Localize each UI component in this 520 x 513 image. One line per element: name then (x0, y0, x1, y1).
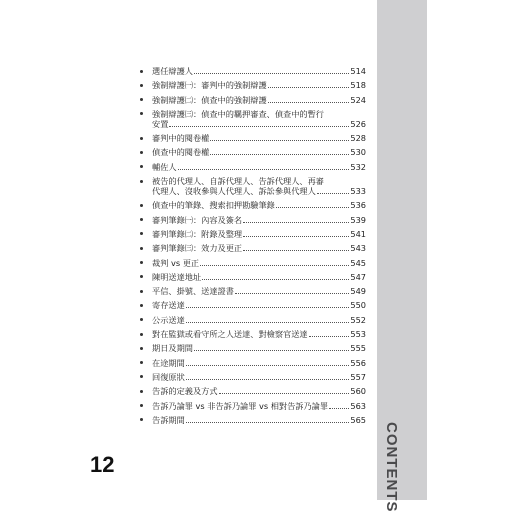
toc-entry (140, 315, 366, 325)
dot-leader (329, 401, 349, 409)
toc-entry-title: 選任辯護人 (152, 66, 193, 76)
bullet-icon (140, 375, 143, 378)
dot-leader (186, 415, 350, 423)
bullet-icon (140, 261, 143, 264)
bullet-icon (140, 232, 143, 235)
toc-entry-title: 陳明送達地址 (152, 271, 202, 282)
toc-entry-title: 寄存送達 (152, 300, 185, 311)
toc-entry-line (152, 358, 366, 368)
toc-entry-page: 526 (350, 118, 366, 129)
toc-entry-page: 565 (350, 414, 366, 425)
toc-entry-title: 告訴的定義及方式 (152, 386, 218, 397)
dot-leader (194, 66, 349, 74)
contents-label: CONTENTS (383, 422, 400, 513)
toc-entry-title: 公示送達 (152, 314, 185, 325)
bullet-icon (140, 151, 143, 154)
toc-entry-title: 裁判 vs 更正 (152, 257, 200, 268)
toc-entry-page: 528 (350, 133, 366, 144)
toc-entry-line (152, 109, 366, 119)
toc-entry-title: 在途期間 (152, 357, 185, 368)
bullet-icon (140, 218, 143, 221)
toc-entry-line (152, 372, 366, 382)
bullet-icon (140, 390, 143, 393)
bullet-icon (140, 290, 143, 293)
toc-entry-line (152, 329, 366, 339)
toc-entry-title: 被告的代理人、自訴代理人、告訴代理人、再審 (152, 176, 324, 187)
dot-leader (194, 343, 349, 351)
toc-entry-line (152, 300, 366, 310)
toc-entry (140, 229, 366, 239)
dot-leader (243, 229, 349, 237)
toc-entry-line (152, 415, 366, 425)
bullet-icon (140, 404, 143, 407)
table-of-contents (140, 66, 366, 429)
toc-entry-page: 541 (350, 228, 366, 239)
toc-entry-line (152, 133, 366, 143)
toc-entry (140, 272, 366, 282)
toc-entry (140, 372, 366, 382)
toc-entry-page: 514 (350, 66, 366, 76)
toc-entry-page: 518 (350, 80, 366, 91)
toc-entry (140, 147, 366, 157)
toc-entry (140, 286, 366, 296)
toc-entry-title: 審判中的閱卷權 (152, 133, 210, 144)
toc-entry-page: 549 (350, 286, 366, 297)
toc-entry-title: 偵查中的筆錄、搜索扣押勘驗筆錄 (152, 200, 275, 211)
toc-entry-title: 回復原狀 (152, 371, 185, 382)
toc-entry (140, 358, 366, 368)
toc-entry-page: 533 (350, 186, 366, 197)
toc-entry-page: 545 (350, 257, 366, 268)
dot-leader (276, 200, 350, 208)
toc-entry-title: 平信、掛號、送達證書 (152, 286, 234, 297)
toc-entry-line (152, 66, 366, 76)
dot-leader (169, 119, 349, 127)
toc-entry-page: 530 (350, 147, 366, 158)
toc-entry-line (152, 80, 366, 90)
toc-entry (140, 66, 366, 76)
toc-entry (140, 109, 366, 129)
toc-entry (140, 243, 366, 253)
toc-entry-line (152, 286, 366, 296)
toc-entry-line (152, 258, 366, 268)
toc-entry (140, 329, 366, 339)
dot-leader (243, 243, 349, 251)
bullet-icon (140, 112, 143, 115)
toc-entry (140, 415, 366, 425)
dot-leader (200, 258, 349, 266)
dot-leader (210, 147, 349, 155)
toc-entry-page: 547 (350, 271, 366, 282)
bullet-icon (140, 275, 143, 278)
toc-entry-title: 告訴期間 (152, 414, 185, 425)
toc-entry-line (152, 343, 366, 353)
toc-entry-line (152, 401, 366, 411)
toc-entry-title: 對在監獄或看守所之人送達、對檢察官送達 (152, 329, 308, 340)
toc-entry (140, 80, 366, 90)
bullet-icon (140, 304, 143, 307)
dot-leader (268, 80, 350, 88)
toc-entry-page: 543 (350, 243, 366, 254)
bullet-icon (140, 137, 143, 140)
toc-entry-line (152, 243, 366, 253)
toc-entry (140, 176, 366, 196)
bullet-icon (140, 333, 143, 336)
toc-entry (140, 300, 366, 310)
toc-entry-title: 強制辯護㈡：偵查中的強制辯護 (152, 94, 267, 105)
toc-entry (140, 133, 366, 143)
dot-leader (186, 358, 350, 366)
toc-entry-line (152, 147, 366, 157)
toc-entry-line (152, 386, 366, 396)
toc-entry-page: 552 (350, 314, 366, 325)
bullet-icon (140, 165, 143, 168)
dot-leader (235, 286, 349, 294)
toc-entry-page: 550 (350, 300, 366, 311)
toc-entry-page: 536 (350, 200, 366, 211)
toc-entry (140, 162, 366, 172)
toc-entry (140, 386, 366, 396)
toc-entry-page: 539 (350, 214, 366, 225)
toc-entry (140, 258, 366, 268)
toc-entry-line (152, 200, 366, 210)
toc-entry-line (152, 176, 366, 186)
toc-entry-line (152, 215, 366, 225)
toc-entry-page: 555 (350, 343, 366, 354)
dot-leader (243, 215, 349, 223)
toc-entry (140, 215, 366, 225)
toc-entry-title: 期日及期間 (152, 343, 193, 354)
toc-entry-page: 532 (350, 161, 366, 172)
dot-leader (186, 315, 350, 323)
toc-entry-page: 556 (350, 357, 366, 368)
toc-entry-line (152, 186, 366, 196)
dot-leader (202, 272, 349, 280)
bullet-icon (140, 98, 143, 101)
toc-entry-title: 輔佐人 (152, 161, 177, 172)
dot-leader (186, 300, 350, 308)
toc-entry-line (152, 95, 366, 105)
bullet-icon (140, 318, 143, 321)
toc-entry-title: 強制辯護㈠：審判中的強制辯護 (152, 80, 267, 91)
toc-entry-line (152, 162, 366, 172)
toc-entry (140, 343, 366, 353)
dot-leader (186, 372, 350, 380)
dot-leader (178, 162, 350, 170)
toc-entry-line (152, 119, 366, 129)
toc-entry-page: 557 (350, 371, 366, 382)
dot-leader (317, 186, 350, 194)
toc-entry-line (152, 315, 366, 325)
toc-entry-title: 偵查中的閱卷權 (152, 147, 210, 158)
toc-entry-line (152, 272, 366, 282)
bullet-icon (140, 70, 143, 73)
dot-leader (309, 329, 350, 337)
bullet-icon (140, 361, 143, 364)
toc-entry-title: 審判筆錄㈡：附錄及整理 (152, 228, 243, 239)
bullet-icon (140, 347, 143, 350)
toc-entry (140, 95, 366, 105)
bullet-icon (140, 247, 143, 250)
toc-entry-page: 524 (350, 94, 366, 105)
toc-entry-line (152, 229, 366, 239)
toc-entry-title: 審判筆錄㈠：內容及簽名 (152, 214, 243, 225)
dot-leader (219, 386, 350, 394)
toc-entry (140, 401, 366, 411)
toc-entry-title: 強制辯護㈢：偵查中的羈押審查、偵查中的暫行 (152, 108, 324, 119)
bullet-icon (140, 84, 143, 87)
dot-leader (210, 133, 349, 141)
page-number: 12 (90, 452, 115, 477)
toc-entry-page: 560 (350, 386, 366, 397)
dot-leader (268, 95, 350, 103)
toc-entry-title: 安置 (152, 118, 169, 129)
toc-entry (140, 200, 366, 210)
bullet-icon (140, 204, 143, 207)
bullet-icon (140, 418, 143, 421)
toc-entry-page: 553 (350, 329, 366, 340)
toc-entry-page: 563 (350, 400, 366, 411)
toc-entry-title: 代理人、沒收參與人代理人、訴訟參與代理人 (152, 186, 316, 197)
bullet-icon (140, 180, 143, 183)
toc-entry-title: 告訴乃論罪 vs 非告訴乃論罪 vs 相對告訴乃論罪 (152, 400, 329, 411)
toc-entry-title: 審判筆錄㈢：效力及更正 (152, 243, 243, 254)
